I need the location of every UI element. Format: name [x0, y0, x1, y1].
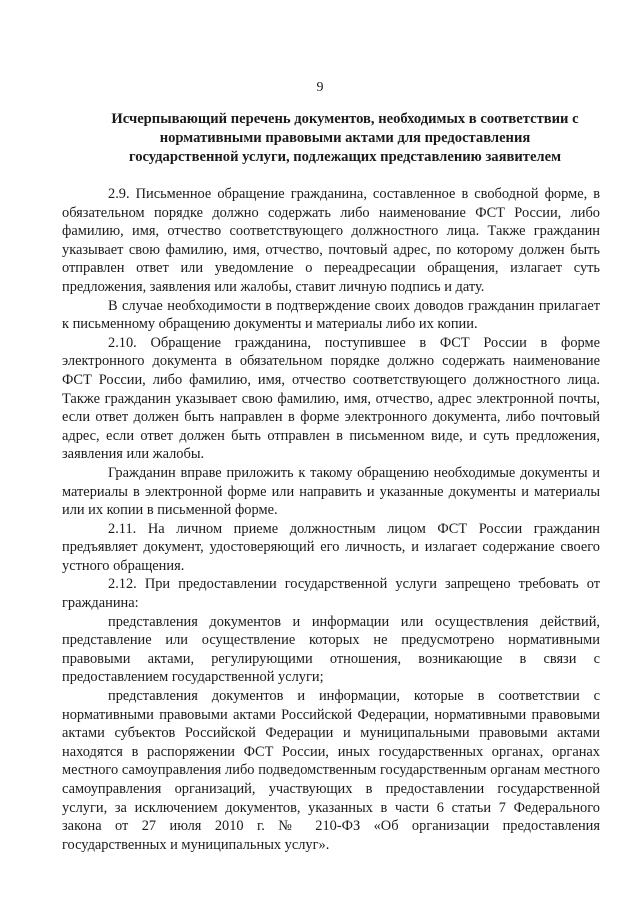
- paragraph-2-11: 2.11. На личном приеме должностным лицом ФСТ России гражданин предъявляет документ, удостоверяющий его личность, и излагает содержание своего устного обращения.: [62, 520, 600, 574]
- title-line-3: государственной услуги, подлежащих представлению заявителем: [128, 149, 562, 165]
- paragraph-2-10-attachments: Гражданин вправе приложить к такому обращению необходимые документы и материалы в электронной форме или направить и указанные документы и материалы или их копии в письменной форме.: [62, 464, 600, 519]
- paragraph-2-10: 2.10. Обращение гражданина, поступившее в ФСТ России в форме электронного документа в обязательном порядке должно содержать наименование ФСТ России, либо фамилию, имя, отчество соответствующего должностного лица. Также гражданин указывает свою фамилию, имя, отчество, адрес электронной почты, если ответ должен быть направлен в форме электронного документа, либо почтовый адрес, если ответ должен быть отправлен в письменном виде, и суть предложения, заявления или жалобы.: [62, 334, 600, 463]
- section-title: [90, 110, 600, 167]
- paragraph-2-9: 2.9. Письменное обращение гражданина, составленное в свободной форме, в обязательном порядке должно содержать либо наименование ФСТ России, либо фамилию, имя, отчество соответствующего должностного лица. Также гражданин указывает свою фамилию, имя, отчество, почтовый адрес, по которому должен быть отправлен ответ или уведомление о переадресации обращения, излагает суть предложения, заявления или жалобы, ставит личную подпись и дату.: [62, 186, 600, 295]
- paragraph-2-12: 2.12. При предоставлении государственной услуги запрещено требовать от гражданина:: [62, 576, 600, 612]
- title-line-1: Исчерпывающий перечень документов, необходимых в соответствии с: [111, 111, 579, 127]
- paragraph-2-12-item-1: представления документов и информации или осуществления действий, представление или осуществление которых не предусмотрено нормативными правовыми актами, регулирующими отношения, возникающие в связи с предоставлением государственной услуги;: [62, 613, 600, 686]
- title-line-2: нормативными правовыми актами для предоставления: [159, 130, 531, 146]
- page-number: 9: [316, 80, 324, 95]
- document-page: [62, 80, 600, 854]
- paragraph-2-12-item-2: представления документов и информации, которые в соответствии с нормативными правовыми актами Российской Федерации, нормативными правовыми актами субъектов Российской Федерации и муниципальными правовыми актами находятся в распоряжении ФСТ России, иных государственных органах, органах местного самоуправления либо подведомственным государственным органам местного самоуправления организаций, участвующих в предоставлении государственной услуги, за исключением документов, указанных в части 6 статьи 7 Федерального закона от 27 июля 2010 г. № 210-ФЗ «Об организации предоставления государственных и муниципальных услуг».: [62, 688, 600, 853]
- document-body: [62, 185, 600, 854]
- paragraph-2-9-attachments: В случае необходимости в подтверждение своих доводов гражданин прилагает к письменному обращению документы и материалы либо их копии.: [62, 297, 600, 333]
